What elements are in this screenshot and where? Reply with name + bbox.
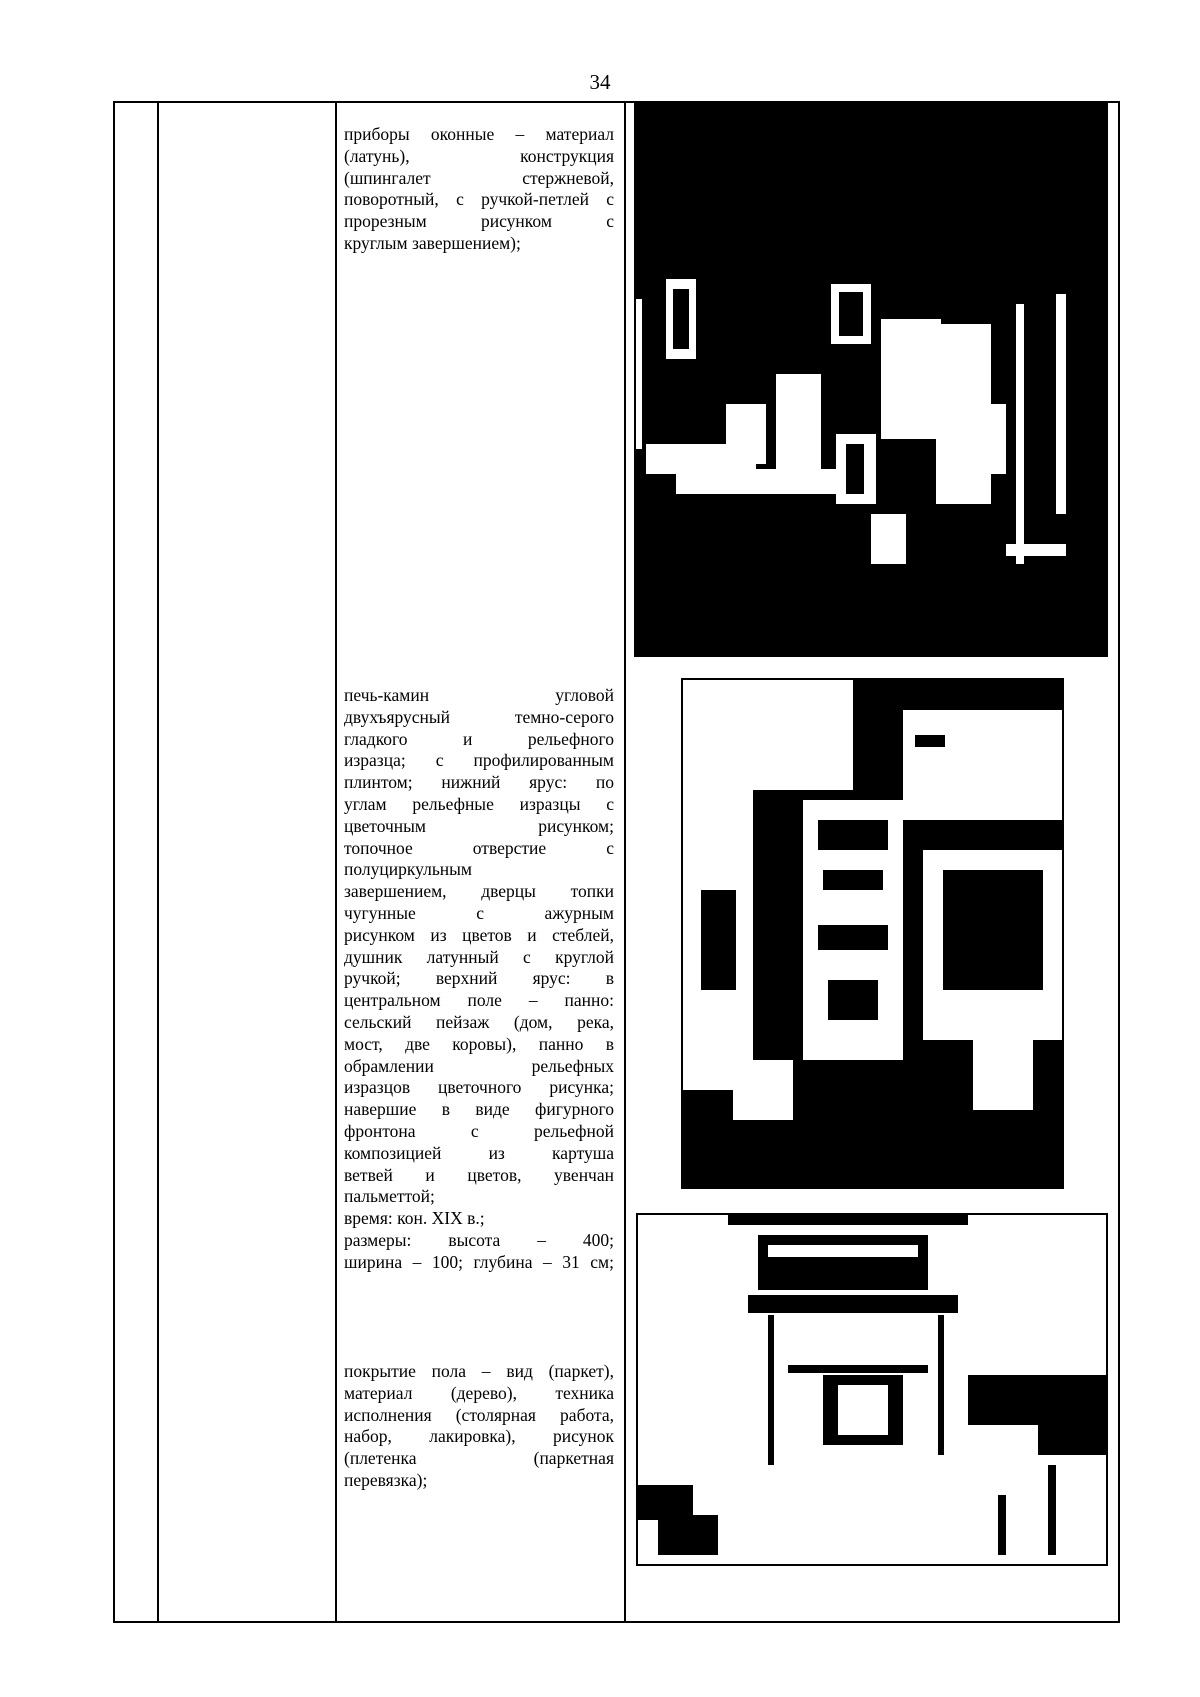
- item-floor-covering: [344, 1361, 614, 1492]
- photo-detail: [733, 1060, 793, 1120]
- photo-room-interior: [634, 102, 1108, 657]
- photo-stove-front: [636, 1213, 1108, 1566]
- text-line: (плетенка (паркетная: [344, 1448, 614, 1469]
- text-line: сельский пейзаж (дом, река,: [344, 1011, 614, 1032]
- text-line: ручкой; верхний ярус: в: [344, 968, 614, 989]
- photo-detail: [871, 514, 906, 564]
- text-line: печь-камин угловой: [344, 685, 614, 705]
- item-stove-fireplace: [344, 685, 614, 1274]
- text-line: углам рельефные изразцы с: [344, 793, 614, 814]
- text-line: рисунком из цветов и стеблей,: [344, 924, 614, 945]
- text-line: исполнения (столярная работа,: [344, 1404, 614, 1425]
- photo-detail: [943, 870, 1043, 990]
- text-line: двухъярусный темно-серого: [344, 706, 614, 727]
- photo-detail: [683, 680, 853, 790]
- text-line: полуциркульным: [344, 859, 472, 880]
- text-line: поворотный, с ручкой-петлей с: [344, 189, 614, 210]
- photo-detail: [818, 925, 888, 950]
- photo-detail: [701, 890, 736, 990]
- text-line: прорезным рисунком с: [344, 211, 614, 232]
- text-line: центральном поле – панно:: [344, 990, 614, 1011]
- photo-detail: [1016, 304, 1024, 564]
- text-line: плинтом; нижний ярус: по: [344, 772, 614, 793]
- text-line: обрамлении рельефных: [344, 1055, 614, 1076]
- column-divider: [624, 103, 626, 1621]
- photo-detail: [903, 710, 1063, 820]
- photo-detail: [828, 980, 878, 1020]
- text-line: материал (дерево), техника: [344, 1382, 614, 1403]
- photo-detail: [768, 1245, 918, 1257]
- text-line: гладкого и рельефного: [344, 728, 614, 749]
- text-line: изразца; с профилированным: [344, 750, 614, 771]
- text-line: топочное отверстие с: [344, 837, 614, 858]
- text-line: чугунные с ажурным: [344, 902, 614, 923]
- text-line: композицией из картуша: [344, 1142, 614, 1163]
- page-number: 34: [589, 70, 611, 94]
- text-line: время: кон. XIX в.;: [344, 1208, 485, 1229]
- photo-detail: [915, 735, 945, 747]
- text-line: покрытие пола – вид (паркет),: [344, 1361, 614, 1381]
- text-line: перевязка);: [344, 1469, 428, 1490]
- photo-detail: [658, 1515, 718, 1555]
- text-line: приборы оконные – материал: [344, 124, 614, 144]
- text-line: мост, две коровы), панно в: [344, 1033, 614, 1054]
- text-line: навершие в виде фигурного: [344, 1099, 614, 1120]
- photo-detail: [788, 1365, 928, 1373]
- text-line: размеры: высота – 400;: [344, 1229, 614, 1250]
- text-line: круглым завершением);: [344, 232, 521, 253]
- text-line: цветочным рисунком;: [344, 815, 614, 836]
- text-line: ширина – 100; глубина – 31 см;: [344, 1251, 614, 1272]
- photo-detail: [1038, 1415, 1108, 1455]
- photo-detail: [961, 404, 1006, 474]
- photo-stove-room: [681, 678, 1064, 1189]
- photo-detail: [881, 319, 941, 439]
- text-line: (шпингалет стержневой,: [344, 167, 614, 188]
- photo-detail: [973, 1040, 1033, 1110]
- photo-detail: [923, 1000, 1063, 1040]
- text-line: (латунь), конструкция: [344, 145, 614, 166]
- text-line: фронтона с рельефной: [344, 1120, 614, 1141]
- photo-detail: [838, 1385, 888, 1435]
- photo-detail: [839, 292, 863, 336]
- photo-detail: [998, 1495, 1006, 1555]
- item-window-fittings: [344, 124, 614, 255]
- photo-detail: [748, 1295, 958, 1313]
- photo-detail: [1006, 544, 1066, 556]
- photo-detail: [1056, 294, 1066, 514]
- photo-detail: [938, 1315, 944, 1455]
- photo-detail: [728, 1215, 968, 1225]
- column-divider: [335, 103, 337, 1621]
- text-line: завершением, дверцы топки: [344, 881, 614, 902]
- photo-detail: [636, 299, 642, 449]
- text-line: душник латунный с круглой: [344, 946, 614, 967]
- column-divider: [157, 103, 159, 1621]
- text-line: пальметтой;: [344, 1186, 435, 1207]
- text-line: ветвей и цветов, увенчан: [344, 1164, 614, 1185]
- photo-detail: [846, 444, 864, 494]
- photo-detail: [673, 289, 689, 349]
- photo-detail: [758, 1235, 928, 1290]
- text-line: набор, лакировка), рисунок: [344, 1426, 614, 1447]
- text-line: изразцов цветочного рисунка;: [344, 1077, 614, 1098]
- photo-detail: [818, 820, 888, 850]
- photo-detail: [823, 870, 883, 890]
- photo-detail: [1048, 1465, 1056, 1555]
- photo-detail: [768, 1315, 774, 1465]
